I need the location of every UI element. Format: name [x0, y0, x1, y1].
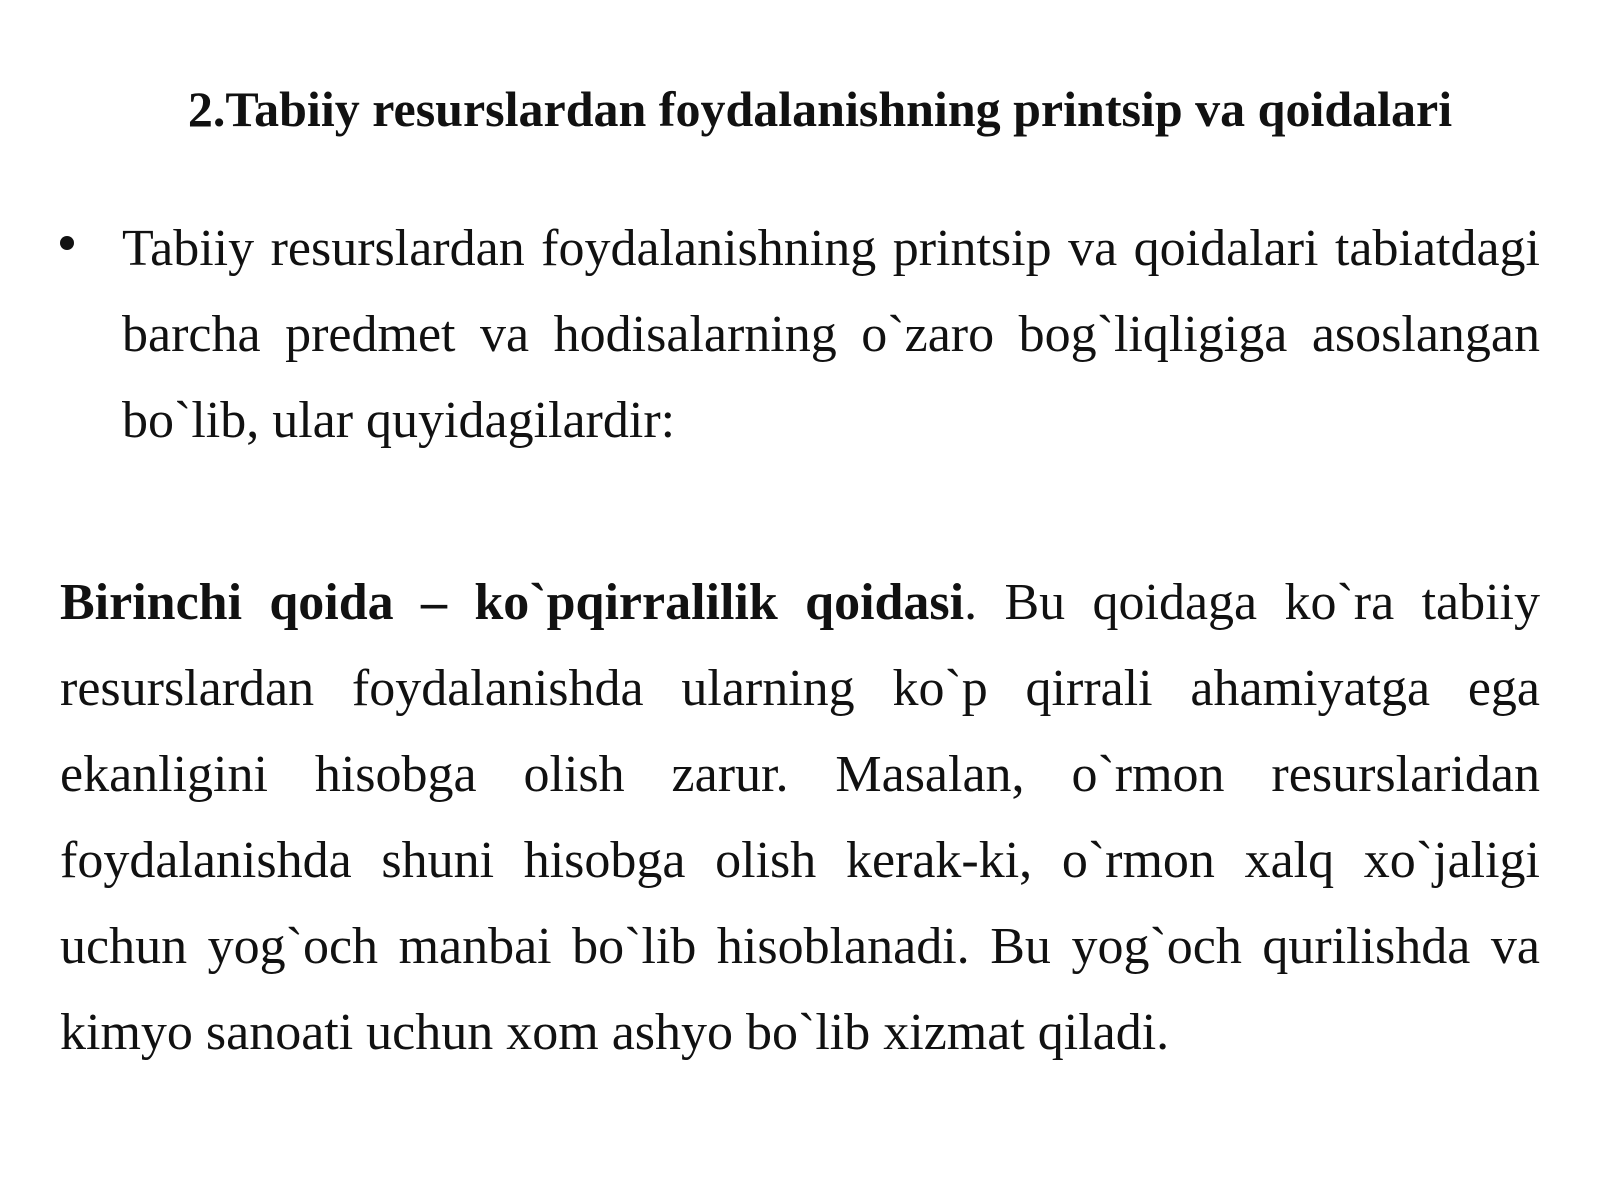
rule-paragraph: [60, 560, 1540, 1076]
slide-title: 2.Tabiiy resurslardan foydalanishning printsip va qoidalari: [187, 81, 1453, 137]
bullet-item: [60, 206, 1540, 464]
bullet-text: Tabiiy resurslardan foydalanishning printsip va qoidalari tabiatdagi barcha predmet va hodisalarning o`zaro bog`liqligiga asoslangan bo`lib, ular quyidagilardir:: [122, 220, 1540, 449]
rule-heading: Birinchi qoida – ko`pqirralilik qoidasi: [60, 574, 965, 631]
bullet-dot-icon: [60, 236, 74, 250]
rule-body: . Bu qoidaga ko`ra tabiiy resurslardan foydalanishda ularning ko`p qirrali ahamiyatga ega ekanligini hisobga olish zarur. Masalan, o`rmon resurslaridan foydalanishda shuni hisobga olish kerak-ki, o`rmon xalq xo`jaligi uchun yog`och manbai bo`lib hisoblanadi. Bu yog`och qurilishda va kimyo sanoati uchun xom ashyo bo`lib xizmat qiladi.: [60, 574, 1540, 1061]
